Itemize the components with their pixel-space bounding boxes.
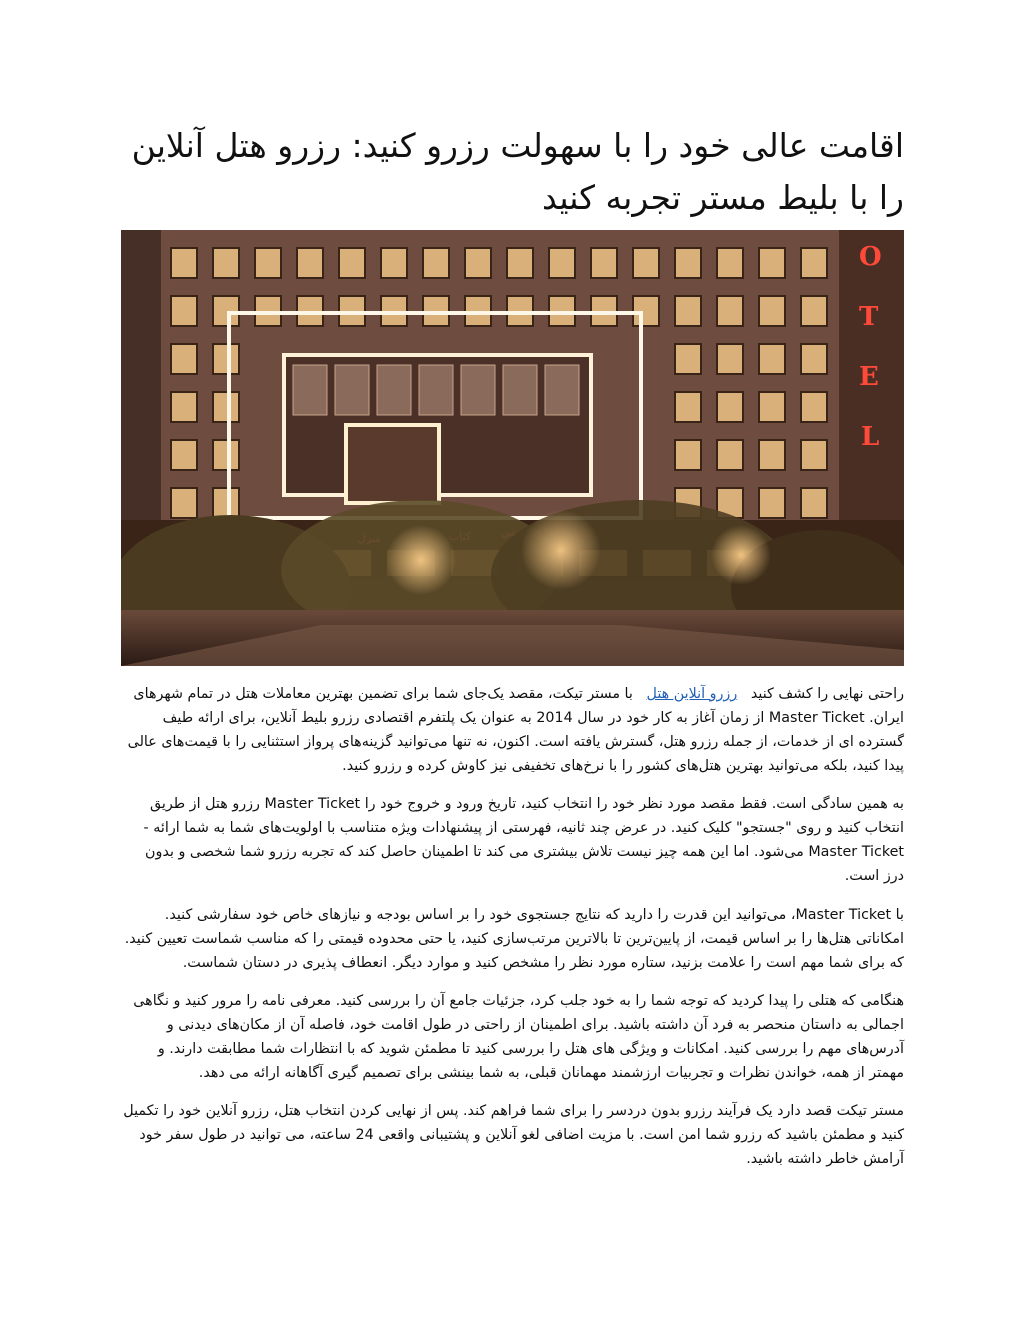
online-hotel-booking-link[interactable]: رزرو آنلاین هتل (646, 686, 738, 702)
building-window (717, 248, 743, 278)
glass-pane (419, 365, 453, 415)
paragraph-booking: مستر تیکت قصد دارد یک فرآیند رزرو بدون دردسر را برای شما فراهم کند. پس از نهایی کردن انتخاب هتل، رزرو آنلاین خود را تکمیل کنید و مطمئن باشید که رزرو شما امن است. با مزیت اضافی لغو آنلاین و پشتیبانی واقعی 24 ساعته، می توانید در طول سفر خود آرامش خاطر داشته باشید. (123, 1103, 904, 1167)
building-window (801, 248, 827, 278)
building-window (675, 248, 701, 278)
paragraph-intro (121, 682, 904, 778)
paragraph-intro-body: با مستر تیکت، مقصد یک‌جای شما برای تضمین بهترین معاملات هتل در تمام شهرهای ایران. Master Ticket از زمان آغاز به کار خود در سال 2014 به عنوان یک پلتفرم اقتصادی رزرو بلیط آنلاین، برای ارائه طیف گسترده ای از خدمات، از جمله رزرو هتل، گسترش یافته است. اکنون، نه تنها می‌توانید گزینه‌های پرواز استثنایی را با قیمت‌های عالی پیدا کنید، بلکه می‌توانید بهترین هتل‌های کشور را با نرخ‌های تخفیفی نیز کاوش کرده و رزرو کنید. (127, 686, 904, 774)
building-window (171, 344, 197, 374)
building-window (213, 392, 239, 422)
building-window (633, 248, 659, 278)
building-window (339, 248, 365, 278)
paragraph-intro-lead: راحتی نهایی را کشف کنید (750, 686, 904, 702)
building-window (717, 296, 743, 326)
glass-pane (461, 365, 495, 415)
sign-letter: L (861, 422, 880, 452)
building-window (507, 248, 533, 278)
building-window (171, 296, 197, 326)
paragraph-customize: با Master Ticket، می‌توانید این قدرت را دارید که نتایج جستجوی خود را بر اساس بودجه و نیازهای خاص خود سفارشی کنید. امکاناتی هتل‌ها را بر اساس قیمت، از پایین‌ترین تا بالاترین مرتب‌سازی کنید، یا حتی محدوده قیمتی را که مناسب شماست تعیین کنید. که برای شما مهم است را علامت بزنید، ستاره مورد نظر را مشخص کنید و موارد دیگر. انعطاف پذیری در دستان شماست. (124, 907, 904, 971)
building-window (549, 248, 575, 278)
building-window (675, 344, 701, 374)
glass-pane (335, 365, 369, 415)
building-window (171, 248, 197, 278)
document-page (121, 0, 904, 1325)
building-window (801, 296, 827, 326)
building-window (759, 488, 785, 518)
building-window (801, 392, 827, 422)
building-window (801, 488, 827, 518)
building-window (759, 344, 785, 374)
article-title: اقامت عالی خود را با سهولت رزرو کنید: رزرو هتل آنلاین را با بلیط مستر تجربه کنید (131, 126, 904, 217)
building-window (171, 488, 197, 518)
building-window (213, 440, 239, 470)
building-window (423, 248, 449, 278)
building-window (717, 392, 743, 422)
building-window (171, 392, 197, 422)
building-window (465, 248, 491, 278)
building-window (801, 440, 827, 470)
building-window (759, 440, 785, 470)
hotel-hero-image (121, 230, 904, 666)
building-window (675, 296, 701, 326)
building-window (213, 488, 239, 518)
sign-letter: O (859, 242, 882, 272)
building-window (675, 392, 701, 422)
building-window (591, 248, 617, 278)
building-window (759, 248, 785, 278)
building-window (381, 248, 407, 278)
glass-pane (503, 365, 537, 415)
building-window (213, 248, 239, 278)
building-window (717, 440, 743, 470)
paragraph-search: به همین سادگی است. فقط مقصد مورد نظر خود را انتخاب کنید، تاریخ ورود و خروج خود را Master Ticket رزرو هتل از طریق انتخاب کنید و روی "جستجو" کلیک کنید. در عرض چند ثانیه، فهرستی از پیشنهادات ویژه متناسب با اولویت‌های شما به شما ارائه - Master Ticket می‌شود. اما این همه چیز نیست تلاش بیشتری می کند تا اطمینان حاصل کند که تجربه رزرو شما شخصی و بدون درز است. (143, 796, 904, 884)
glass-pane (545, 365, 579, 415)
glass-pane (293, 365, 327, 415)
glass-pane (377, 365, 411, 415)
building-window (675, 440, 701, 470)
building-window (213, 344, 239, 374)
building-window (801, 344, 827, 374)
building-window (255, 248, 281, 278)
building-window (171, 440, 197, 470)
building-window (759, 392, 785, 422)
building-window (297, 248, 323, 278)
sign-letter: E (859, 362, 879, 392)
building-window (759, 296, 785, 326)
paragraph-hotel-details: هنگامی که هتلی را پیدا کردید که توجه شما را به خود جلب کرد، جزئیات جامع آن را بررسی کنید. معرفی نامه را مرور کنید و نگاهی اجمالی به داستان منحصر به فرد آن داشته باشید. برای اطمینان از راحتی در طول اقامت خود، فاصله آن از مکان‌های دیدنی و آدرس‌های مهم را بررسی کنید. امکانات و ویژگی های هتل را بررسی کنید تا مطمئن شوید که با انتظارات شما مطابقت دارند. و مهمتر از همه، خواندن نظرات و تجربیات ارزشمند مهمانان قبلی، به شما بینشی برای تصمیم گیری آگاهانه ارائه می دهد. (133, 993, 904, 1081)
building-window (717, 344, 743, 374)
sign-letter: T (859, 302, 879, 332)
